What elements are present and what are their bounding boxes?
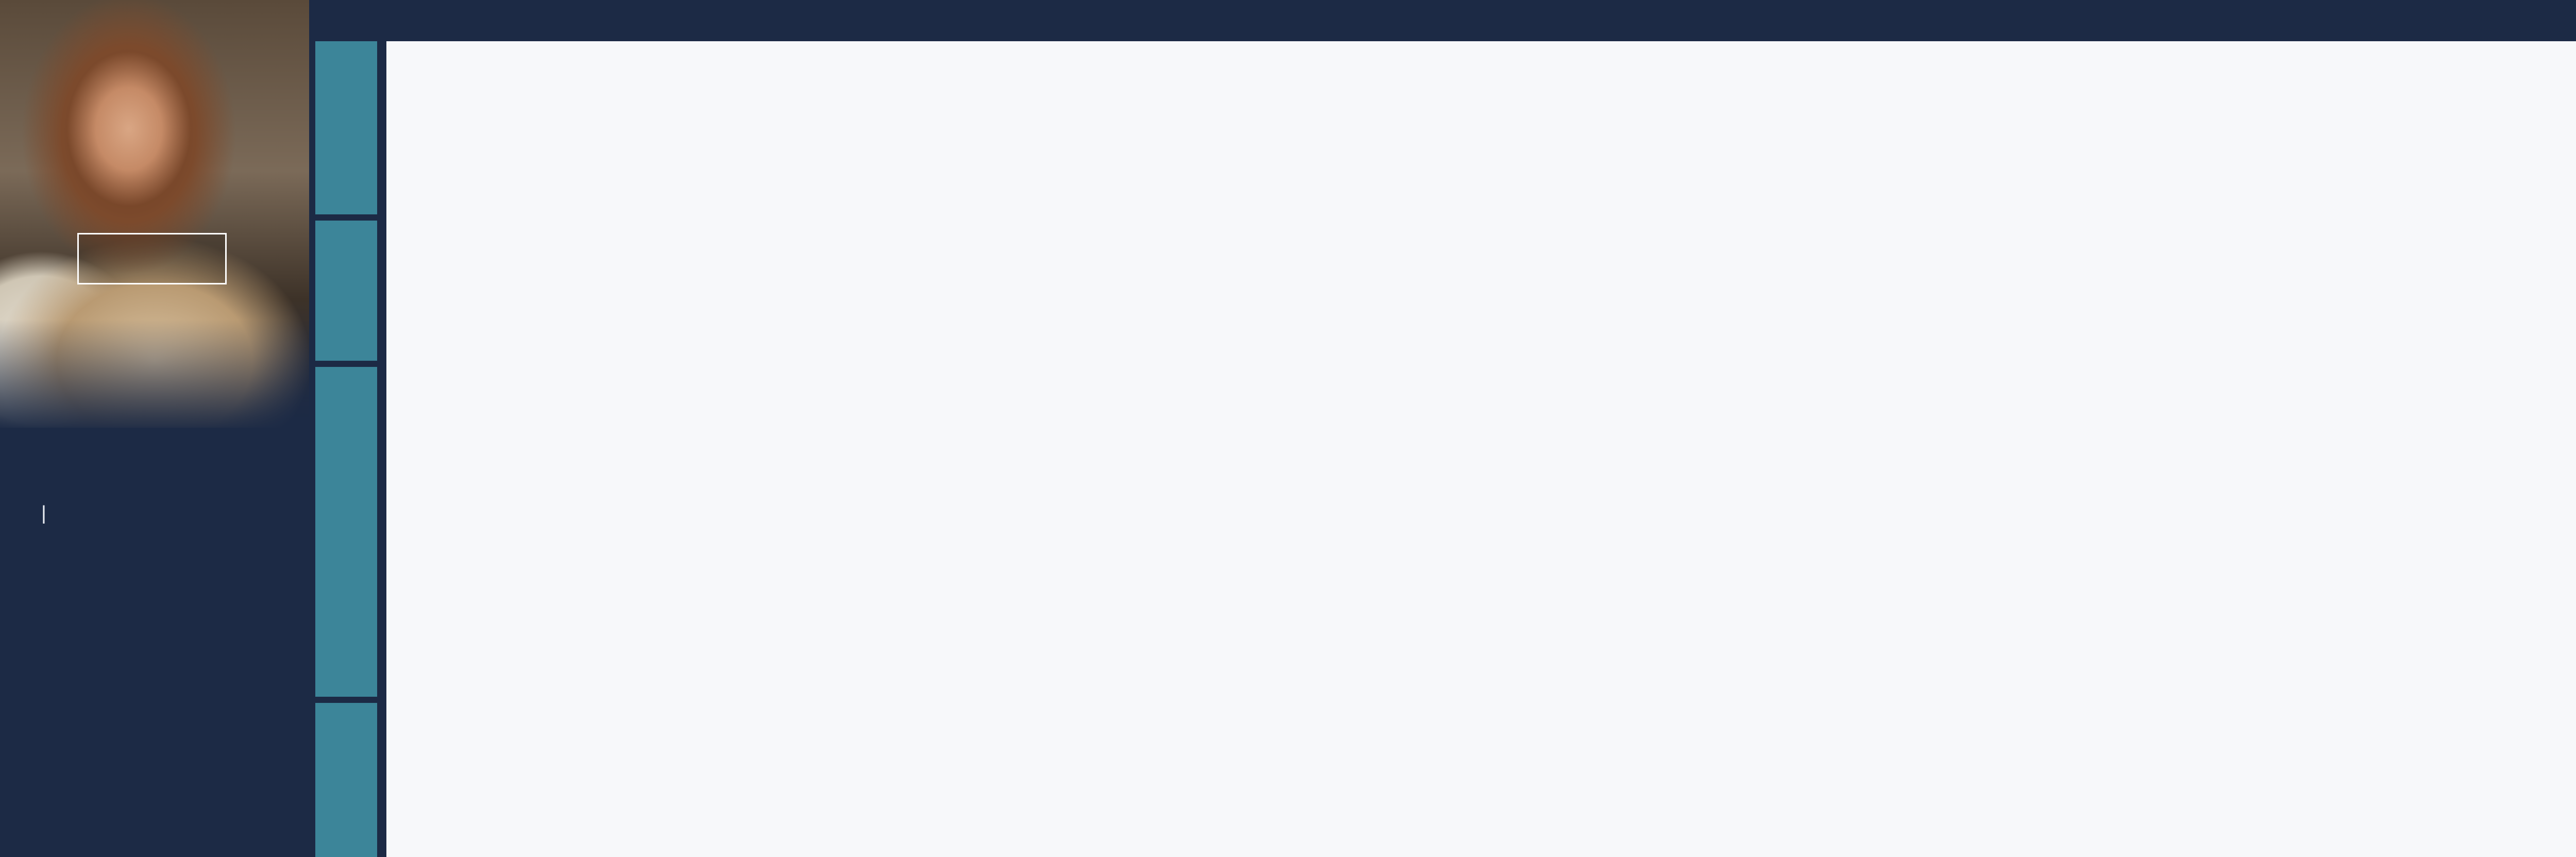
champion-logo (77, 233, 227, 284)
row-labels (315, 21, 377, 857)
journey-grid (386, 21, 2576, 857)
row-label-stage (315, 41, 377, 214)
emotion-curve (386, 216, 2576, 361)
persona-separator: | (41, 502, 46, 524)
row-label-emotions (315, 221, 377, 361)
row-label-capabilities (315, 703, 377, 857)
persona-panel (0, 0, 309, 857)
row-label-driving-factors (315, 367, 377, 697)
persona-line (21, 502, 67, 525)
